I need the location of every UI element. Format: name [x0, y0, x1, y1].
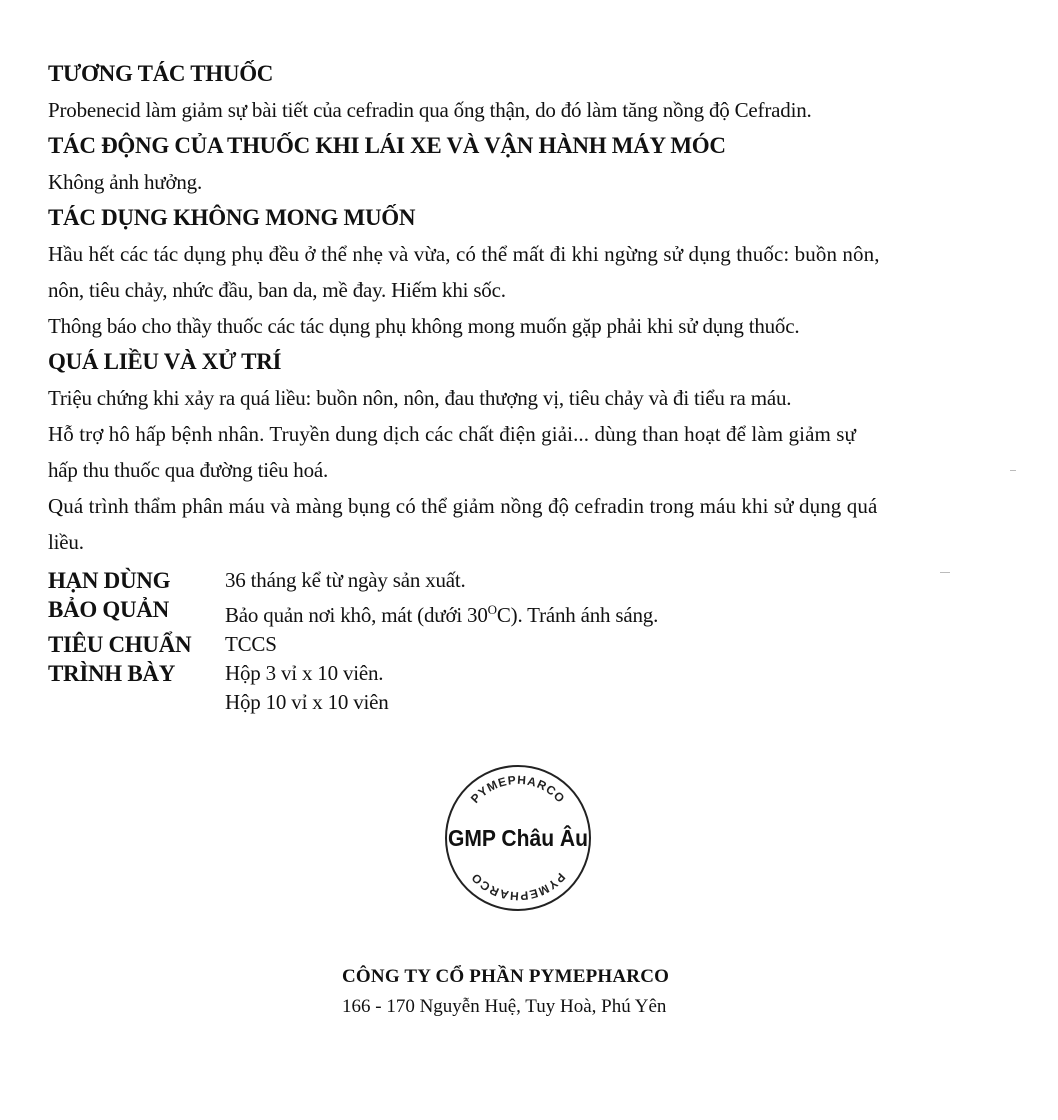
heading-overdose: QUÁ LIỀU VÀ XỬ TRÍ — [48, 349, 282, 374]
heading-side-effects: TÁC DỤNG KHÔNG MONG MUỐN — [48, 205, 416, 230]
company-block — [342, 962, 722, 1022]
spec-row-storage — [48, 595, 1008, 630]
heading-interactions: TƯƠNG TÁC THUỐC — [48, 61, 274, 86]
spec-value-packaging-2: Hộp 10 vỉ x 10 viên — [225, 690, 389, 714]
scan-mark — [940, 572, 950, 573]
spec-label-standard: TIÊU CHUẨN — [48, 632, 192, 657]
specs-table — [48, 566, 1008, 717]
overdose-line-3: hấp thu thuốc qua đường tiêu hoá. — [48, 458, 329, 482]
side-effects-line-3: Thông báo cho thầy thuốc các tác dụng phụ không mong muốn gặp phải khi sử dụng thuốc. — [48, 314, 800, 338]
overdose-line-2: Hỗ trợ hô hấp bệnh nhân. Truyền dung dịch các chất điện giải... dùng than hoạt để làm giảm sự — [48, 422, 857, 446]
spec-row-packaging-2 — [48, 688, 1008, 717]
storage-text-before: Bảo quản nơi khô, mát (dưới 30 — [225, 603, 488, 627]
degree-mark: O — [487, 602, 497, 617]
driving-text: Không ảnh hưởng. — [48, 170, 203, 194]
seal-top-text — [468, 773, 568, 806]
seal-center-text: GMP Châu Âu — [448, 825, 598, 851]
spec-row-standard — [48, 630, 1008, 659]
seal-bottom-text — [468, 870, 568, 903]
gmp-seal — [438, 758, 598, 918]
spec-label-packaging: TRÌNH BÀY — [48, 661, 176, 686]
scan-mark — [1010, 470, 1016, 471]
company-address: 166 - 170 Nguyễn Huệ, Tuy Hoà, Phú Yên — [342, 996, 667, 1017]
seal-bottom-textpath: PYMEPHARCO — [467, 869, 569, 904]
seal-top-textpath: PYMEPHARCO — [467, 772, 569, 807]
spec-label-storage: BẢO QUẢN — [48, 597, 169, 622]
storage-text-after: C). Tránh ánh sáng. — [496, 603, 659, 627]
side-effects-line-1: Hầu hết các tác dụng phụ đều ở thể nhẹ và vừa, có thể mất đi khi ngừng sử dụng thuốc: buồn nôn, — [48, 242, 880, 266]
overdose-line-4: Quá trình thẩm phân máu và màng bụng có thể giảm nồng độ cefradin trong máu khi sử dụng quá — [48, 494, 878, 518]
spec-value-expiry: 36 tháng kể từ ngày sản xuất. — [225, 568, 466, 592]
spec-label-expiry: HẠN DÙNG — [48, 568, 171, 593]
overdose-line-1: Triệu chứng khi xảy ra quá liều: buồn nôn, nôn, đau thượng vị, tiêu chảy và đi tiểu ra máu. — [48, 386, 792, 410]
overdose-line-5: liều. — [48, 530, 84, 554]
company-name: CÔNG TY CỔ PHẦN PYMEPHARCO — [342, 966, 670, 987]
interactions-text: Probenecid làm giảm sự bài tiết của cefradin qua ống thận, do đó làm tăng nồng độ Cefradin. — [48, 98, 812, 122]
spec-row-expiry — [48, 566, 1008, 595]
spec-value-packaging-1: Hộp 3 vỉ x 10 viên. — [225, 661, 384, 685]
heading-driving: TÁC ĐỘNG CỦA THUỐC KHI LÁI XE VÀ VẬN HÀNH MÁY MÓC — [48, 133, 726, 158]
spec-value-standard: TCCS — [225, 632, 277, 656]
side-effects-line-2: nôn, tiêu chảy, nhức đầu, ban da, mề đay. Hiếm khi sốc. — [48, 278, 506, 302]
spec-value-storage — [225, 595, 658, 630]
spec-label-empty — [48, 688, 225, 717]
leaflet-page — [48, 56, 1008, 717]
gmp-seal-graphic — [438, 758, 598, 918]
spec-row-packaging — [48, 659, 1008, 688]
